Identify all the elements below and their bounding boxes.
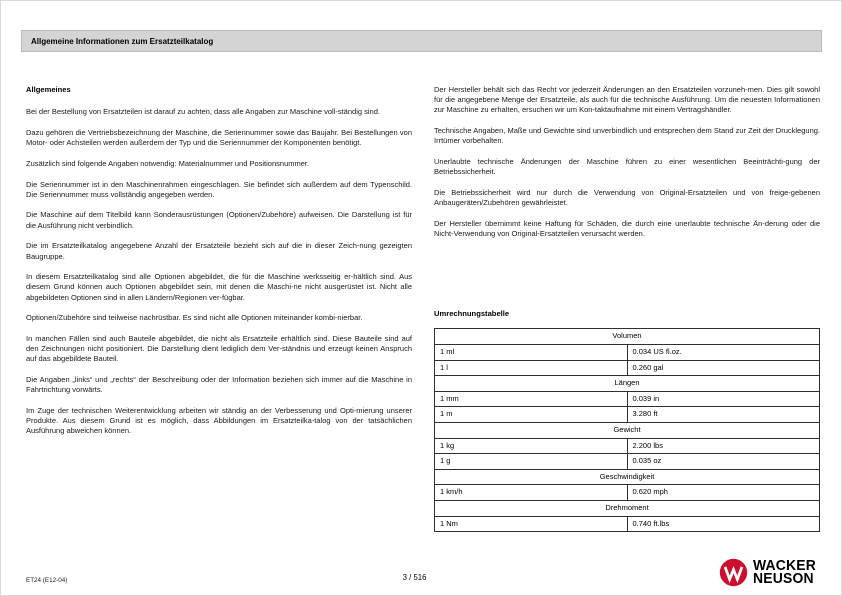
table-cell-imperial: 0.039 in [627,391,820,407]
paragraph: Die Seriennummer ist in den Maschinenrahmen eingeschlagen. Sie befindet sich außerdem auf dem Typenschild. Die Seriennummer muss vollständig angegeben werden. [26,179,412,199]
table-cell-metric: 1 ml [435,345,628,361]
table-section-title: Gewicht [435,423,820,439]
table-section-row [435,500,820,516]
table-cell-metric: 1 m [435,407,628,423]
paragraph: Optionen/Zubehöre sind teilweise nachrüstbar. Es sind nicht alle Optionen miteinander kombi-nierbar. [26,313,363,323]
conversion-table [434,328,820,532]
table-section-row [435,423,820,439]
table-heading-umrechnungstabelle: Umrechnungstabelle [434,309,510,319]
section-heading-allgemeines: Allgemeines [26,85,71,94]
table-row [435,360,820,376]
w-in-red-circle-icon [719,558,748,587]
table-section-title: Geschwindigkeit [435,469,820,485]
table-cell-imperial: 0.260 gal [627,360,820,376]
table-section-title: Drehmoment [435,500,820,516]
table-cell-metric: 1 km/h [435,485,628,501]
table-row [435,345,820,361]
table-cell-metric: 1 l [435,360,628,376]
header-bar [21,30,822,52]
table-row [435,516,820,532]
table-row [435,438,820,454]
right-column [434,85,820,532]
table-cell-metric: 1 mm [435,391,628,407]
table-cell-metric: 1 Nm [435,516,628,532]
table-section-row [435,329,820,345]
table-section-row [435,469,820,485]
table-section-title: Längen [435,376,820,392]
left-column [26,85,412,532]
paragraph: Die Betriebssicherheit wird nur durch die Verwendung von Original-Ersatzteilen und von freige-gebenen Anbaugeräten/Zubehören gewährleistet. [434,187,820,208]
paragraph: Dazu gehören die Vertriebsbezeichnung der Maschine, die Seriennummer sowie das Baujahr. Bei Bestellungen von Motor- oder Achsteilen werden außerdem der Typ und die Seriennummer der Komponenten benötigt. [26,127,412,148]
paragraph: In diesem Ersatzteilkatalog sind alle Optionen abgebildet, die für die Maschine werksseitig er-hältlich sind. Aus diesem Grund können auch Optionen abgebildet sein, mit denen die Maschi-ne nicht ausgerüstet ist. Nicht alle abgebildeten Optionen sind in allen Ländern/Regionen ver-fügbar. [26,272,412,302]
paragraph: Der Hersteller übernimmt keine Haftung für Schäden, die durch eine unerlaubte technische Än-derung oder die Nicht-Verwendung von Original-Ersatzteilen verursacht werden. [434,218,820,239]
paragraph: Die Maschine auf dem Titelbild kann Sonderausrüstungen (Optionen/Zubehöre) aufweisen. Die Darstellung ist für die Ausführung nicht verbindlich. [26,210,412,230]
table-cell-metric: 1 kg [435,438,628,454]
logo-wordmark [753,557,817,587]
table-row [435,391,820,407]
table-cell-imperial: 2.200 lbs [627,438,820,454]
paragraph: Die Angaben „links“ und „rechts“ der Beschreibung oder der Information beziehen sich immer auf die Maschine in Fahrtrichtung vorwärts. [26,375,412,395]
paragraph: Technische Angaben, Maße und Gewichte sind unverbindlich und entsprechen dem Stand zur Zeit der Drucklegung. Irrtümer vorbehalten. [434,126,820,146]
table-row [435,454,820,470]
paragraph: Bei der Bestellung von Ersatzteilen ist darauf zu achten, dass alle Angaben zur Maschine voll-ständig sind. [26,107,380,117]
paragraph: Unerlaubte technische Änderungen der Maschine führen zu einer wesentlichen Beeinträchti-gung der Betriebssicherheit. [434,157,820,177]
paragraph: Im Zuge der technischen Weiterentwicklung arbeiten wir ständig an der Verbesserung und Opti-mierung unserer Produkte. Aus diesem Grund ist es möglich, dass Abbildungen im Ersatzteilka-talog von der tatsächlichen Ausführung abweichen können. [26,406,412,436]
paragraph: In manchen Fällen sind auch Bauteile abgebildet, die nicht als Ersatzteile erhältlich sind. Diese Bauteile sind auf den Zeichnungen nicht positioniert. Die Darstellung dient lediglich dem Ver-ständnis und erzeugt keinen Anspruch auf das abgebildete Bauteil. [26,334,412,364]
paragraph: Der Hersteller behält sich das Recht vor jederzeit Änderungen an den Ersatzteilen vorzuneh-men. Dies gilt sowohl für die angegebene Menge der Ersatzteile, als auch für die technische Ausführung. Um die neuesten Informationen zur Maschine zu erhalten, ersuchen wir um Kon-taktaufnahme mit einem Vertragshändler. [434,85,820,115]
logo-line1: WACKER [753,557,817,574]
table-cell-metric: 1 g [435,454,628,470]
table-cell-imperial: 0.620 mph [627,485,820,501]
table-section-title: Volumen [435,329,820,345]
table-cell-imperial: 0.034 US fl.oz. [627,345,820,361]
footer [26,547,819,589]
table-row [435,485,820,501]
logo-line2: NEUSON [753,570,815,587]
table-cell-imperial: 0.035 oz [627,454,820,470]
page-title: Allgemeine Informationen zum Ersatzteilkatalog [31,36,214,46]
content-columns [26,85,820,532]
page-number: 3 / 516 [402,573,427,582]
table-cell-imperial: 0.740 ft.lbs [627,516,820,532]
table-row [435,407,820,423]
paragraph: Die im Ersatzteilkatalog angegebene Anzahl der Ersatzteile bezieht sich auf die in dieser Zeich-nung gezeigten Baugruppe. [26,241,412,261]
document-code: ET24 (E12-04) [26,577,68,584]
table-cell-imperial: 3.280 ft [627,407,820,423]
paragraph: Zusätzlich sind folgende Angaben notwendig: Materialnummer und Positionsnummer. [26,158,310,168]
table-section-row [435,376,820,392]
wacker-neuson-logo [719,558,819,587]
